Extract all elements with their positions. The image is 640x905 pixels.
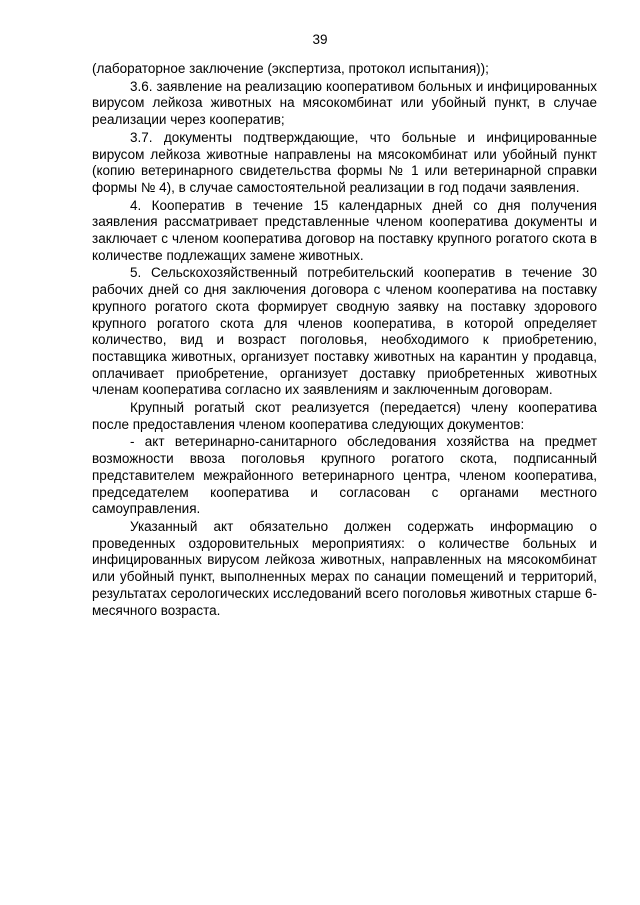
- document-body: [92, 61, 597, 619]
- paragraph-3-7: 3.7. документы подтверждающие, что больные и инфицированные вирусом лейкоза животные направлены на мясокомбинат или убойный пункт (копию ветеринарного свидетельства формы № 1 или ветеринарной справки формы № 4), в случае самостоятельной реализации в год подачи заявления.: [92, 129, 597, 195]
- paragraph-3-6: 3.6. заявление на реализацию кооперативом больных и инфицированных вирусом лейкоза животных на мясокомбинат или убойный пункт, в случае реализации через кооператив;: [92, 78, 597, 128]
- page-number: 39: [312, 32, 328, 47]
- paragraph-act-contents: Указанный акт обязательно должен содержать информацию о проведенных оздоровительных мероприятиях: о количестве больных и инфицированных вирусом лейкоза животных, направленных на мясокомбинат или убойный пункт, выполненных мерах по санации помещений и территорий, результатах серологических исследований всего поголовья животных старше 6-месячного возраста.: [92, 518, 597, 618]
- paragraph-inspection-act: - акт ветеринарно-санитарного обследования хозяйства на предмет возможности ввоза поголовья крупного рогатого скота, подписанный представителем межрайонного ветеринарного центра, членом кооператива, председателем кооператива и согласован с органами местного самоуправления.: [92, 434, 597, 517]
- paragraph-lab-conclusion: (лабораторное заключение (экспертиза, протокол испытания));: [92, 61, 489, 76]
- paragraph-5: 5. Сельскохозяйственный потребительский кооператив в течение 30 рабочих дней со дня заключения договора с членом кооператива на поставку крупного рогатого скота формирует сводную заявку на поставку здорового крупного рогатого скота для членов кооператива, в которой определяет количество, вид и возраст поголовья, необходимого к приобретению, поставщика животных, организует поставку животных на карантин у продавца, оплачивает приобретение, организует доставку приобретенных животных членам кооператива согласно их заявлениям и заключенным договорам.: [92, 265, 597, 398]
- paragraph-4: 4. Кооператив в течение 15 календарных дней со дня получения заявления рассматривает представленные членом кооператива документы и заключает с членом кооператива договор на поставку крупного рогатого скота в количестве подлежащих замене животных.: [92, 197, 597, 263]
- paragraph-cattle-transfer: Крупный рогатый скот реализуется (передается) члену кооператива после предоставления членом кооператива следующих документов:: [92, 400, 597, 432]
